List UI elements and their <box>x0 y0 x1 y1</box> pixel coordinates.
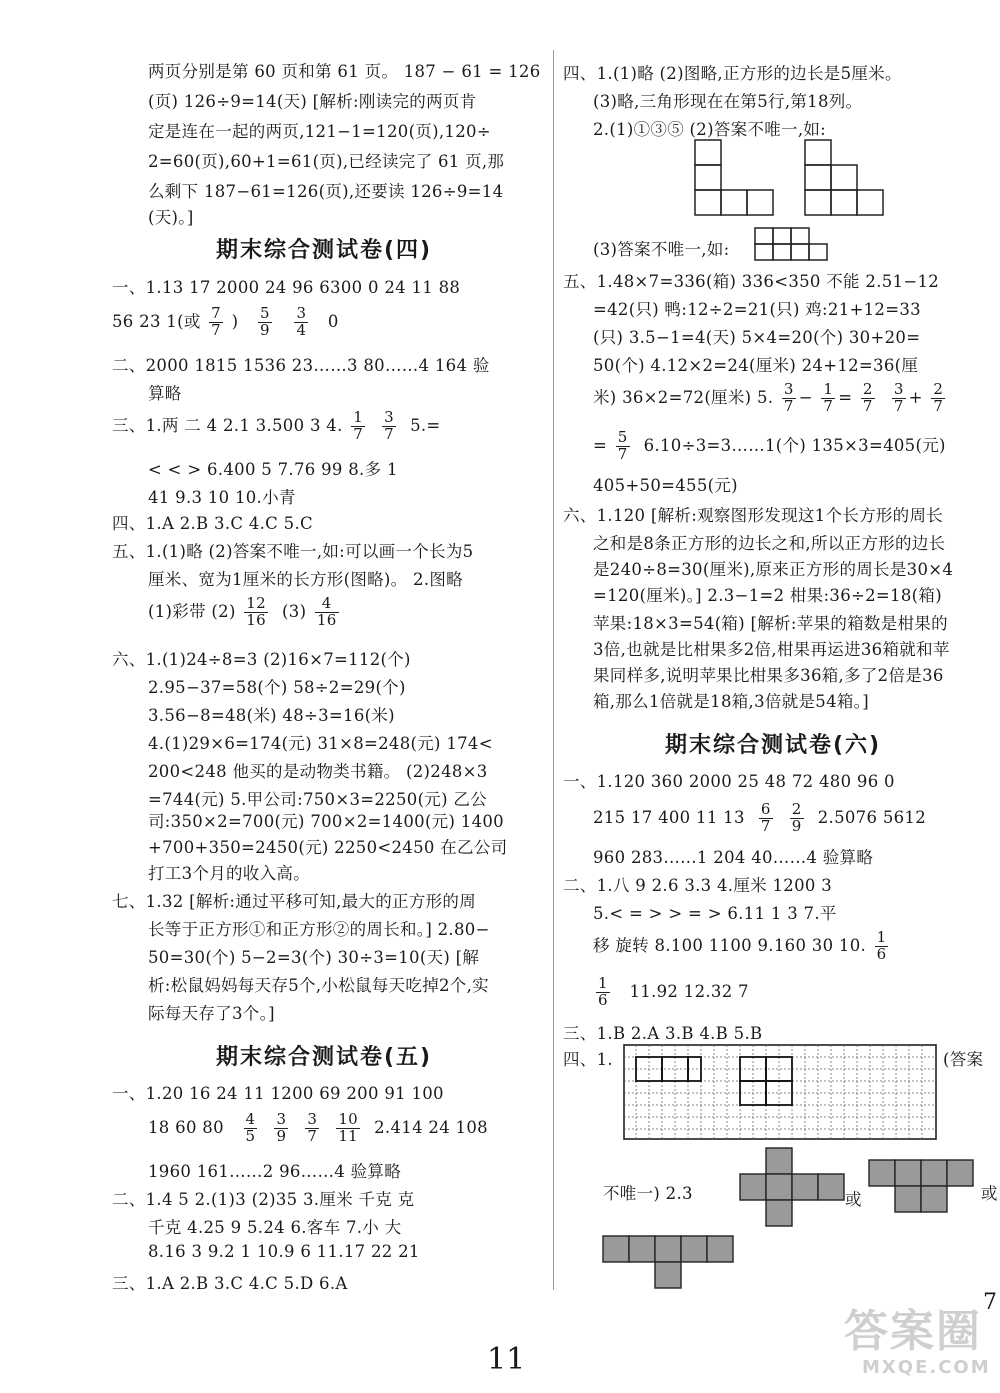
net-face <box>895 1160 921 1186</box>
grid-square <box>805 140 831 165</box>
grid-square <box>831 165 857 190</box>
fraction <box>759 802 773 835</box>
grid-square <box>773 228 791 244</box>
grid-square <box>755 244 773 260</box>
fraction <box>790 802 804 835</box>
text-line: 405+50=455(元) <box>593 476 738 495</box>
text-line: 2.(1)①③⑤ (2)答案不唯一,如: <box>593 120 827 139</box>
denominator: 7 <box>211 320 222 339</box>
text-line: 8.16 3 9.2 1 10.9 6 11.17 22 21 <box>148 1242 420 1261</box>
column-divider <box>553 50 554 1290</box>
fraction <box>294 306 308 339</box>
denominator: 5 <box>245 1126 256 1145</box>
gray-net-row <box>601 1234 741 1294</box>
net-face <box>707 1236 733 1262</box>
text-line: (只) 3.5−1=4(天) 5×4=20(个) 30+20= <box>593 328 921 347</box>
text-line: 二、1.4 5 2.(1)3 (2)35 3.厘米 千克 克 <box>112 1190 415 1209</box>
text-line: (答案 <box>943 1050 984 1069</box>
text-line: 五、1.48×7=336(箱) 336<350 不能 2.51−12 <box>563 272 940 291</box>
text-line: 千克 4.25 9 5.24 6.客车 7.小 大 <box>148 1218 402 1237</box>
denominator: 6 <box>598 990 608 1009</box>
net-face <box>766 1148 792 1174</box>
text-line: 六、1.120 [解析:观察图形发现这1个长方形的周长 <box>563 506 944 525</box>
net-face <box>921 1160 947 1186</box>
text-fragment: 6.10÷3=3……1(个) 135×3=405(元) <box>643 435 946 455</box>
text-line: (3)答案不唯一,如: <box>593 240 730 259</box>
net-face <box>766 1200 792 1226</box>
fraction <box>861 382 875 415</box>
text-line: 五、1.(1)略 (2)答案不唯一,如:可以画一个长为5 <box>112 542 474 561</box>
text-line <box>593 802 926 835</box>
numerator: 1 <box>598 974 608 992</box>
text-line: 长等于正方形①和正方形②的周长和。] 2.80− <box>148 920 490 939</box>
grid-square <box>857 190 883 215</box>
text-fragment: 11.92 12.32 7 <box>629 981 749 1001</box>
numerator: 4 <box>315 596 339 613</box>
numerator: 3 <box>296 304 307 322</box>
text-line: 司:350×2=700(元) 700×2=1400(元) 1400 <box>148 812 504 831</box>
net-face <box>655 1262 681 1288</box>
fraction <box>596 976 610 1009</box>
text-line <box>112 410 441 443</box>
text-line: 两页分别是第 60 页和第 61 页。 187 − 61 = 126 <box>148 62 541 81</box>
text-line <box>593 430 946 463</box>
denominator: 7 <box>933 396 944 415</box>
dot-grid-figure <box>623 1044 937 1140</box>
text-or: 或 <box>845 1190 862 1209</box>
text-line: 定是连在一起的两页,121−1=120(页),120÷ <box>148 122 491 141</box>
text-fragment: 0 <box>327 311 339 331</box>
text-line: 二、1.八 9 2.6 3.3 4.厘米 1200 3 <box>563 876 833 895</box>
fraction <box>616 430 630 463</box>
grid-square <box>809 244 827 260</box>
numerator: 4 <box>245 1110 256 1128</box>
text-line <box>593 976 749 1009</box>
text-fragment: 三、1.两 二 4 2.1 3.500 3 4. <box>112 415 343 435</box>
net-face <box>603 1236 629 1262</box>
text-line: 算略 <box>148 384 182 403</box>
text-fragment: = <box>593 435 608 455</box>
text-line: 41 9.3 10 10.小青 <box>148 488 296 507</box>
text-line: 3.56−8=48(米) 48÷3=16(米) <box>148 706 395 725</box>
text-line: 1960 161……2 96……4 验算略 <box>148 1162 402 1181</box>
net-face <box>681 1236 707 1262</box>
text-line: 是240÷8=30(厘米),原来正方形的周长是30×4 <box>593 560 954 579</box>
cube-net-figure-a <box>693 138 943 218</box>
text-line: 50(个) 4.12×2=24(厘米) 24+12=36(厘 <box>593 356 919 375</box>
text-line: 三、1.A 2.B 3.C 4.C 5.D 6.A <box>112 1274 348 1293</box>
fraction <box>931 382 945 415</box>
fraction <box>209 306 223 339</box>
numerator: 5 <box>259 304 270 322</box>
numerator: 3 <box>307 1110 318 1128</box>
fraction <box>892 382 906 415</box>
section-title: 期末综合测试卷(五) <box>216 1045 433 1070</box>
net-face <box>895 1186 921 1212</box>
fraction <box>315 596 339 629</box>
section-title: 期末综合测试卷(六) <box>665 733 882 758</box>
text-line <box>593 930 891 963</box>
text-line: +700+350=2450(元) 2250<2450 在乙公司 <box>148 838 508 857</box>
text-fragment: (1)彩带 (2) <box>148 601 236 621</box>
fraction <box>382 410 396 443</box>
denominator: 7 <box>384 424 394 443</box>
page-number: 11 <box>487 1342 526 1377</box>
denominator: 7 <box>783 396 794 415</box>
text-line <box>148 1112 488 1145</box>
grid-square <box>755 228 773 244</box>
numerator: 1 <box>353 408 364 426</box>
section-title: 期末综合测试卷(四) <box>216 238 433 263</box>
text-line: (天)。] <box>148 208 194 227</box>
fraction <box>305 1112 319 1145</box>
denominator: 9 <box>276 1126 287 1145</box>
numerator: 2 <box>791 800 802 818</box>
numerator: 1 <box>823 380 834 398</box>
numerator: 3 <box>783 380 794 398</box>
text-line: 六、1.(1)24÷8=3 (2)16×7=112(个) <box>112 650 411 669</box>
text-line: 四、1. <box>563 1050 613 1069</box>
grid-square <box>695 165 721 190</box>
denominator: 7 <box>823 396 834 415</box>
text-line: < < > 6.400 5 7.76 99 8.多 1 <box>148 460 398 479</box>
gray-net-cross <box>738 1146 848 1230</box>
cube-net-figure-b <box>753 226 843 266</box>
grid-square <box>791 244 809 260</box>
grid-square <box>695 140 721 165</box>
denominator: 11 <box>338 1126 359 1145</box>
text-line: 打工3个月的收入高。 <box>148 864 310 883</box>
text-line: 2.95−37=58(个) 58÷2=29(个) <box>148 678 406 697</box>
text-line: 之和是8条正方形的边长之和,所以正方形的边长 <box>593 534 946 553</box>
text-line: 七、1.32 [解析:通过平移可知,最大的正方形的周 <box>112 892 477 911</box>
denominator: 9 <box>791 816 802 835</box>
denominator: 7 <box>760 816 771 835</box>
net-face <box>792 1174 818 1200</box>
net-face <box>921 1186 947 1212</box>
text-line: =42(只) 鸭:12÷2=21(只) 鸡:21+12=33 <box>593 300 921 319</box>
text-fragment: 2.414 24 108 <box>374 1117 488 1137</box>
text-fragment: 5.= <box>410 415 441 435</box>
text-line: 一、1.20 16 24 11 1200 69 200 91 100 <box>112 1084 444 1103</box>
text-line: 不唯一) 2.3 <box>603 1184 693 1203</box>
gray-net-step <box>867 1158 979 1216</box>
text-or: 或 <box>981 1184 998 1203</box>
watermark-url: MXQE.COM <box>862 1357 991 1378</box>
fraction <box>351 410 365 443</box>
grid-border <box>624 1045 936 1139</box>
denominator: 7 <box>307 1126 318 1145</box>
fraction <box>244 1112 258 1145</box>
text-line: 厘米、宽为1厘米的长方形(图略)。 2.图略 <box>148 570 463 589</box>
denominator: 7 <box>862 396 873 415</box>
text-fragment: 移 旋转 8.100 1100 9.160 30 10. <box>593 935 867 955</box>
text-line: 米) 36×2=72(厘米) 5. $\frac{3}{7}$ − $\frac{1}{7}$ = $\frac{2}{7}$ $\frac{3}{7}$ + $\frac{2}{7}$ <box>593 380 944 415</box>
text-fragment: ) <box>231 311 239 331</box>
fraction <box>244 596 268 629</box>
fraction <box>875 930 889 963</box>
denominator: 9 <box>259 320 270 339</box>
text-line: 2=60(页),60+1=61(页),已经读完了 61 页,那 <box>148 152 505 171</box>
text-line: 50=30(个) 5−2=3(个) 30÷3=10(天) [解 <box>148 948 480 967</box>
fraction <box>258 306 272 339</box>
text-line: 4.(1)29×6=174(元) 31×8=248(元) 174< <box>148 734 493 753</box>
text-line: 四、1.(1)略 (2)图略,正方形的边长是5厘米。 <box>563 64 902 83</box>
denominator: 4 <box>296 320 307 339</box>
text-fragment: 2.5076 5612 <box>817 807 927 827</box>
grid-square <box>791 228 809 244</box>
grid-square <box>773 244 791 260</box>
text-line: =744(元) 5.甲公司:750×3=2250(元) 乙公 <box>148 790 487 809</box>
denominator: 7 <box>617 444 628 463</box>
page-corner-number: 7 <box>983 1290 997 1315</box>
text-fragment: 米) 36×2=72(厘米) 5. <box>593 387 774 407</box>
net-face <box>818 1174 844 1200</box>
denominator: 6 <box>876 944 887 963</box>
text-line: 一、1.13 17 2000 24 96 6300 0 24 11 88 <box>112 278 461 297</box>
net-face <box>947 1160 973 1186</box>
text-line: (页) 126÷9=14(天) [解析:刚读完的两页肯 <box>148 92 477 111</box>
net-face <box>629 1236 655 1262</box>
numerator: 5 <box>617 428 628 446</box>
text-line <box>112 306 339 339</box>
text-line: 果同样多,说明苹果比柑果多36箱,多了2倍是36 <box>593 666 944 685</box>
text-line: 箱,那么1倍就是18箱,3倍就是54箱。] <box>593 692 869 711</box>
grid-square <box>805 165 831 190</box>
grid-square <box>747 190 773 215</box>
text-line: 3倍,也就是比柑果多2倍,柑果再运进36箱就和苹 <box>593 640 950 659</box>
denominator: 16 <box>246 610 266 629</box>
grid-square <box>695 190 721 215</box>
net-face <box>766 1174 792 1200</box>
text-line: 三、1.B 2.A 3.B 4.B 5.B <box>563 1024 763 1043</box>
text-line: 四、1.A 2.B 3.C 4.C 5.C <box>112 514 313 533</box>
numerator: 7 <box>211 304 222 322</box>
text-fragment: 18 60 80 <box>148 1117 224 1137</box>
numerator: 1 <box>876 928 887 946</box>
numerator: 3 <box>384 408 394 426</box>
denominator: 7 <box>353 424 364 443</box>
numerator: 3 <box>276 1110 287 1128</box>
net-face <box>740 1174 766 1200</box>
text-line: 么剩下 187−61=126(页),还要读 126÷9=14 <box>148 182 504 201</box>
denominator: 16 <box>316 610 337 629</box>
numerator: 12 <box>246 594 266 612</box>
grid-square <box>831 190 857 215</box>
numerator: 3 <box>893 380 904 398</box>
numerator: 10 <box>338 1110 359 1128</box>
watermark-text: 答案圈 <box>844 1306 982 1357</box>
net-face <box>655 1236 681 1262</box>
text-fragment: (3) <box>282 601 307 621</box>
text-line <box>148 596 342 629</box>
numerator: 2 <box>862 380 873 398</box>
text-fragment: 215 17 400 11 13 <box>593 807 745 827</box>
fraction <box>274 1112 288 1145</box>
text-line: 200<248 他买的是动物类书籍。 (2)248×3 <box>148 762 488 781</box>
text-line: (3)略,三角形现在在第5行,第18列。 <box>593 92 863 111</box>
text-line: 苹果:18×3=54(箱) [解析:苹果的箱数是柑果的 <box>593 614 948 633</box>
fraction <box>782 382 796 415</box>
fraction <box>821 382 835 415</box>
numerator: 2 <box>933 380 944 398</box>
numerator: 6 <box>760 800 771 818</box>
text-line: 5.< = > > = > 6.11 1 3 7.平 <box>593 904 837 923</box>
grid-square <box>805 190 831 215</box>
grid-square <box>721 190 747 215</box>
text-line: 960 283……1 204 40……4 验算略 <box>593 848 874 867</box>
net-face <box>869 1160 895 1186</box>
denominator: 7 <box>893 396 904 415</box>
text-line: 一、1.120 360 2000 25 48 72 480 96 0 <box>563 772 895 791</box>
text-line: 际每天存了3个。] <box>148 1004 275 1023</box>
text-fragment: 56 23 1(或 <box>112 311 201 331</box>
watermark-logo <box>840 1295 1000 1393</box>
text-line: 析:松鼠妈妈每天存5个,小松鼠每天吃掉2个,实 <box>148 976 489 995</box>
text-line: =120(厘米)。] 2.3−1=2 柑果:36÷2=18(箱) <box>593 586 942 605</box>
fraction <box>336 1112 360 1145</box>
text-line: 二、2000 1815 1536 23……3 80……4 164 验 <box>112 356 490 375</box>
